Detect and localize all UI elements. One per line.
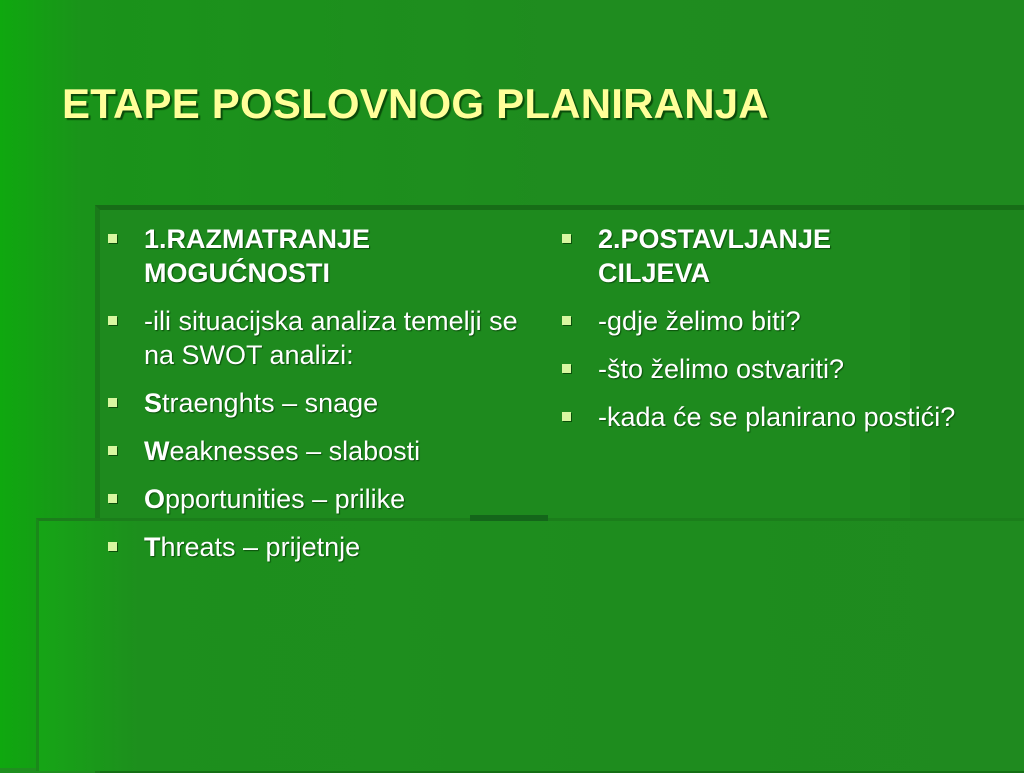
swot-item-threats — [108, 530, 528, 564]
right-item — [562, 400, 982, 434]
swot-item-strengths — [108, 386, 528, 420]
swot-initial: W — [144, 436, 170, 466]
swot-text: traenghts – snage — [162, 388, 379, 418]
square-bullet-icon — [108, 316, 117, 325]
square-bullet-icon — [562, 364, 571, 373]
swot-initial: O — [144, 484, 166, 514]
square-bullet-icon — [108, 234, 117, 243]
right-item-text: -što želimo ostvariti? — [598, 354, 845, 384]
swot-text: pportunities – prilike — [165, 484, 406, 514]
square-bullet-icon — [108, 542, 117, 551]
left-heading-line1: 1.RAZMATRANJE — [144, 224, 371, 254]
right-item-text: -kada će se planirano postići? — [598, 402, 956, 432]
right-item — [562, 352, 982, 386]
square-bullet-icon — [562, 412, 571, 421]
swot-initial: T — [144, 532, 161, 562]
square-bullet-icon — [562, 316, 571, 325]
square-bullet-icon — [108, 494, 117, 503]
analysis-text: -ili situacijska analiza temelji se na SWOT analizi: — [144, 306, 518, 370]
left-heading-item — [108, 222, 528, 290]
left-analysis-item — [108, 304, 528, 372]
swot-text: hreats – prijetnje — [160, 532, 361, 562]
left-heading-line2: MOGUĆNOSTI — [144, 258, 330, 288]
swot-text: eaknesses – slabosti — [169, 436, 421, 466]
right-heading-item — [562, 222, 982, 290]
right-item — [562, 304, 982, 338]
swot-initial: S — [144, 388, 163, 418]
swot-item-opportunities — [108, 482, 528, 516]
left-column-list — [108, 222, 528, 578]
right-item-text: -gdje želimo biti? — [598, 306, 801, 336]
right-heading-line2: CILJEVA — [598, 258, 711, 288]
square-bullet-icon — [108, 398, 117, 407]
square-bullet-icon — [562, 234, 571, 243]
slide-title: ETAPE POSLOVNOG PLANIRANJA — [62, 80, 769, 127]
right-heading-line1: 2.POSTAVLJANJE — [598, 224, 832, 254]
square-bullet-icon — [108, 446, 117, 455]
right-column-list — [562, 222, 982, 448]
swot-item-weaknesses — [108, 434, 528, 468]
